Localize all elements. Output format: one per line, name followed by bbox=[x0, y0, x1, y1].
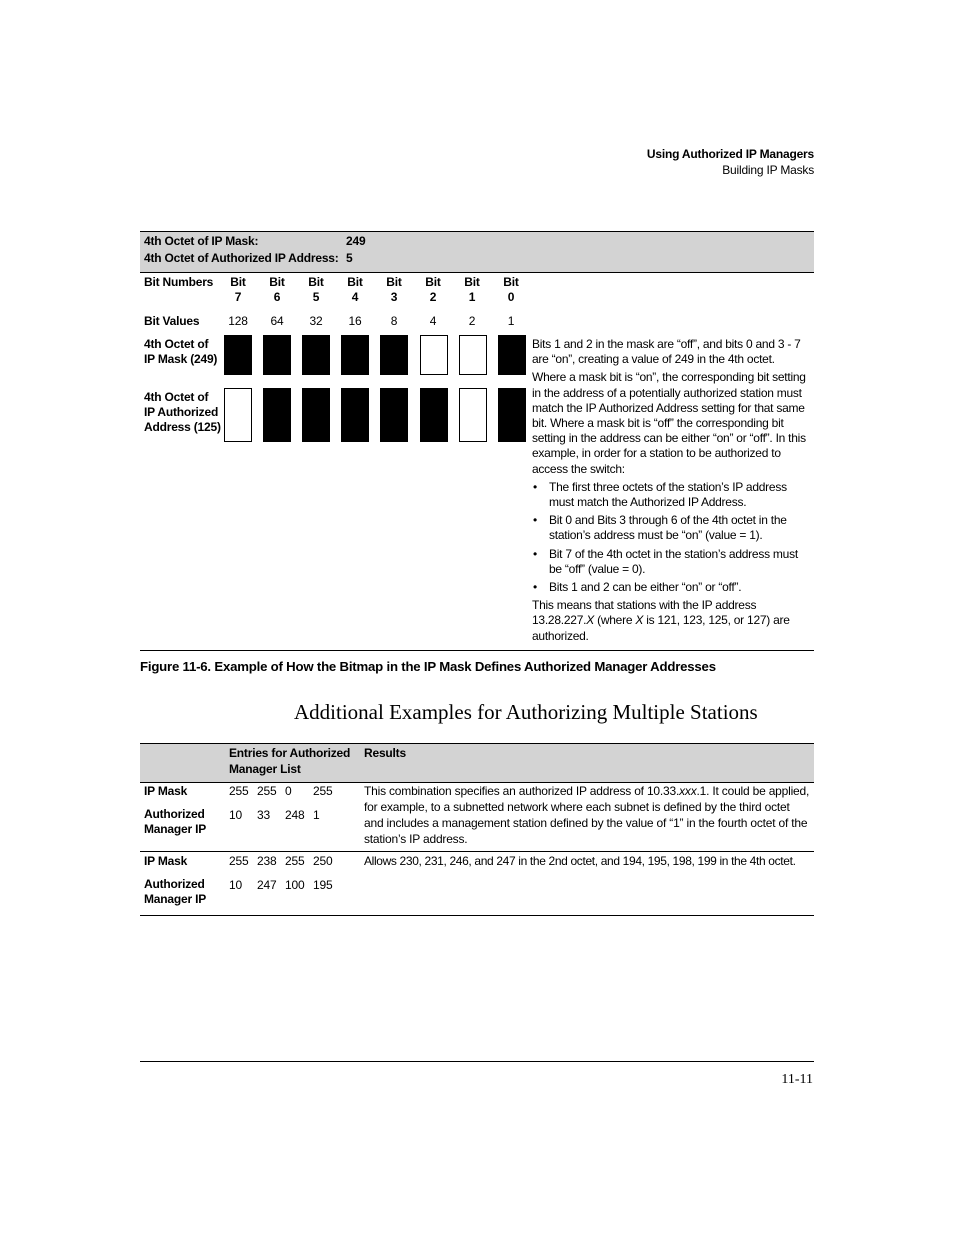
mask-bit-box-3 bbox=[380, 335, 408, 375]
auth-octet-4: 1 bbox=[313, 808, 320, 822]
auth-octet-1: 10 bbox=[229, 808, 242, 822]
auth-octet-3: 248 bbox=[285, 808, 305, 822]
mask-bit-box-0 bbox=[498, 335, 526, 375]
mask-row-label: 4th Octet of IP Mask (249) bbox=[144, 337, 218, 366]
figure-header-rule bbox=[140, 272, 814, 273]
bit-value-4: 16 bbox=[348, 314, 362, 328]
mask-octet-3: 0 bbox=[285, 784, 292, 798]
explanation-para-1: Bits 1 and 2 in the mask are “off”, and bits 0 and 3 - 7 are “on”, creating a value of 249 in the 4th octet. bbox=[532, 337, 801, 367]
auth-bit-box-1 bbox=[459, 388, 487, 442]
auth-octet-2: 33 bbox=[257, 808, 270, 822]
bit-value-7: 128 bbox=[228, 314, 248, 328]
explanation-para-3: This means that stations with the IP address 13.28.227.X (where X is 121, 123, 125, or 127) are authorized. bbox=[532, 598, 790, 643]
bitmap-explanation bbox=[532, 337, 810, 647]
row-mask-label: IP Mask bbox=[144, 854, 188, 868]
mask-octet-4: 250 bbox=[313, 854, 333, 868]
mask-octet-3: 255 bbox=[285, 854, 305, 868]
row-result: This combination specifies an authorized IP address of 10.33.xxx.1. It could be applied, for example, to a subnetted network where each subnet is defined by the third octet and includes a management station defined by the value of “1” in the fourth octet of the station’s IP address. bbox=[364, 784, 810, 846]
auth-bit-box-7 bbox=[224, 388, 252, 442]
mask-bit-box-1 bbox=[459, 335, 487, 375]
page-number: 11-11 bbox=[781, 1072, 813, 1087]
auth-octet-label: 4th Octet of Authorized IP Address: bbox=[144, 251, 339, 265]
bit-header-4: Bit 4 bbox=[347, 275, 363, 304]
bit-header-0: Bit 0 bbox=[503, 275, 519, 304]
section-title-header: Building IP Masks bbox=[722, 163, 814, 177]
explanation-para-2: Where a mask bit is “on”, the corresponding bit setting in the address of a potentially authorized station must match the IP Authorized Address setting for that same bit. Where a mask bit is “off” the corresponding bit setting in the address can be either “on” or “off”. In this example, in order for a station to be authorized to access the switch: bbox=[532, 370, 806, 476]
bit-header-2: Bit 2 bbox=[425, 275, 441, 304]
bit-value-1: 2 bbox=[468, 314, 476, 328]
bit-header-7: Bit 7 bbox=[230, 275, 246, 304]
explanation-bullets bbox=[532, 480, 810, 595]
mask-octet-label: 4th Octet of IP Mask: bbox=[144, 234, 259, 248]
auth-octet-2: 247 bbox=[257, 878, 277, 892]
list-item: • Bits 1 and 2 can be either “on” or “off”. bbox=[532, 580, 810, 595]
mask-octet-1: 255 bbox=[229, 854, 249, 868]
table-bottom-rule bbox=[140, 915, 814, 916]
row-auth-label: Authorized Manager IP bbox=[144, 877, 207, 906]
auth-octet-value: 5 bbox=[346, 251, 353, 265]
mask-bit-box-2 bbox=[420, 335, 448, 375]
bit-numbers-label: Bit Numbers bbox=[144, 275, 214, 289]
entries-column-header: Entries for Authorized Manager List bbox=[229, 746, 351, 776]
mask-octet-2: 238 bbox=[257, 854, 277, 868]
bit-value-0: 1 bbox=[507, 314, 515, 328]
bit-header-3: Bit 3 bbox=[386, 275, 402, 304]
bit-value-2: 4 bbox=[429, 314, 437, 328]
auth-bit-box-4 bbox=[341, 388, 369, 442]
bit-value-3: 8 bbox=[390, 314, 398, 328]
section-heading: Additional Examples for Authorizing Multiple Stations bbox=[294, 700, 758, 724]
row-mask-label: IP Mask bbox=[144, 784, 188, 798]
bit-values-label: Bit Values bbox=[144, 314, 200, 328]
auth-row-label: 4th Octet of IP Authorized Address (125) bbox=[144, 390, 221, 434]
list-item: • Bit 0 and Bits 3 through 6 of the 4th octet in the station’s address must be “on” (value = 1). bbox=[532, 513, 810, 543]
mask-bit-box-4 bbox=[341, 335, 369, 375]
row-divider bbox=[140, 851, 814, 852]
auth-bit-box-0 bbox=[498, 388, 526, 442]
mask-octet-4: 255 bbox=[313, 784, 333, 798]
auth-octet-1: 10 bbox=[229, 878, 242, 892]
auth-octet-4: 195 bbox=[313, 878, 333, 892]
bit-header-5: Bit 5 bbox=[308, 275, 324, 304]
figure-caption: Figure 11-6. Example of How the Bitmap in the IP Mask Defines Authorized Manager Addresses bbox=[140, 659, 716, 674]
row-result: Allows 230, 231, 246, and 247 in the 2nd octet, and 194, 195, 198, 199 in the 4th octet. bbox=[364, 854, 796, 868]
running-header bbox=[647, 146, 814, 178]
auth-octet-3: 100 bbox=[285, 878, 305, 892]
auth-bit-box-3 bbox=[380, 388, 408, 442]
mask-bit-box-7 bbox=[224, 335, 252, 375]
bit-header-1: Bit 1 bbox=[464, 275, 480, 304]
row-auth-label: Authorized Manager IP bbox=[144, 807, 207, 836]
chapter-title: Using Authorized IP Managers bbox=[646, 147, 814, 161]
figure-bottom-rule bbox=[140, 650, 814, 651]
results-column-header: Results bbox=[364, 746, 406, 760]
list-item: • Bit 7 of the 4th octet in the station’s address must be “off” (value = 0). bbox=[532, 547, 810, 577]
list-item: • The first three octets of the station’s IP address must match the Authorized IP Address. bbox=[532, 480, 810, 510]
mask-bit-box-6 bbox=[263, 335, 291, 375]
bit-value-5: 32 bbox=[309, 314, 323, 328]
auth-bit-box-2 bbox=[420, 388, 448, 442]
bit-header-6: Bit 6 bbox=[269, 275, 285, 304]
auth-bit-box-6 bbox=[263, 388, 291, 442]
mask-octet-2: 255 bbox=[257, 784, 277, 798]
mask-octet-1: 255 bbox=[229, 784, 249, 798]
auth-bit-box-5 bbox=[302, 388, 330, 442]
footer-rule bbox=[140, 1061, 814, 1062]
mask-bit-box-5 bbox=[302, 335, 330, 375]
mask-octet-value: 249 bbox=[346, 234, 366, 248]
bit-value-6: 64 bbox=[270, 314, 284, 328]
